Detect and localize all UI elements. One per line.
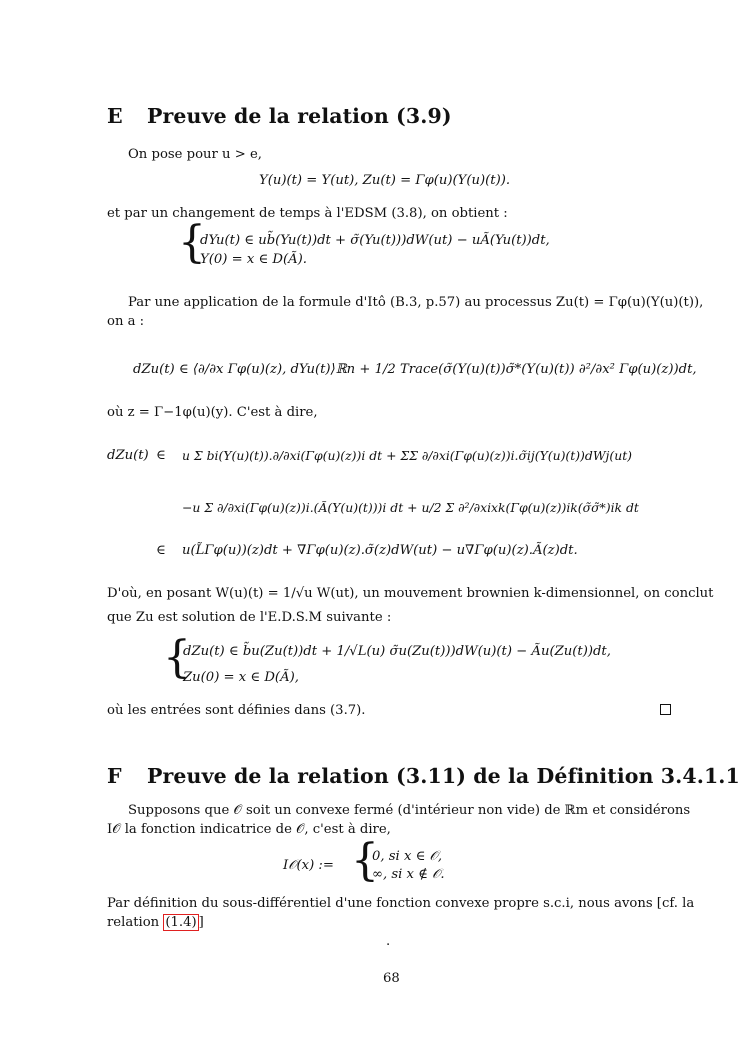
indicator-brace: { [351,835,379,886]
eq3-relation-2: ∈ [156,543,166,558]
f-para1-line-1: Supposons que 𝒪 soit un convexe fermé (d'intérieur non vide) de ℝm et considérons [128,803,691,818]
eq3-line-1: u Σ bi(Y(u)(t)).∂/∂xi(Γφ(u)(z))i dt + ΣΣ ∂/∂xi(Γφ(u)(z))i.σ̃ij(Y(u)(t))dWj(ut) [182,448,633,463]
dou-line-2: que Zu est solution de l'E.D.S.M suivante : [107,610,392,625]
equation-2-text: dZu(t) ∈ ⟨∂/∂x Γφ(u)(z), dYu(t)⟩ℝn + 1/2 Trace(σ̃(Y(u)(t))σ̃*(Y(u)(t)) ∂²/∂x² Γφ(u)(z))dt, [133,362,697,377]
qed-box-icon [660,704,671,715]
system-2-line-1: dZu(t) ∈ b̃u(Zu(t))dt + 1/√L(u) σ̃u(Zu(t)))dW(u)(t) − Ãu(Zu(t))dt, [183,644,611,659]
section-f-heading [107,764,740,788]
after-eq1-text: et par un changement de temps à l'EDSM (3.8), on obtient : [107,206,508,221]
page-number: 68 [383,971,400,986]
section-f-letter: F [107,764,122,788]
eq3-line-3: u(L̃Γφ(u))(z)dt + ∇Γφ(u)(z).σ̃(z)dW(ut) − u∇Γφ(u)(z).Ã(z)dt. [182,543,578,558]
equation-1-text: Y(u)(t) = Y(ut), Zu(t) = Γφ(u)(Y(u)(t)). [259,173,511,188]
indicator-case-2: ∞, si x ∉ 𝒪. [372,867,445,882]
eq3-relation: ∈ [156,448,166,463]
left-brace-2: { [163,632,191,683]
f-para2-line-2 [107,914,204,931]
stray-dot: . [386,934,391,949]
ito-paragraph-line-2: on a : [107,314,145,329]
f-para1-line-2: I𝒪 la fonction indicatrice de 𝒪, c'est à dire, [107,822,391,837]
section-f-title: Preuve de la relation (3.11) de la Définition 3.4.1.1 [147,764,740,788]
indicator-lhs: I𝒪(x) := [283,858,334,873]
eq3-line-2: −u Σ ∂/∂xi(Γφ(u)(z))i.(Ã(Y(u)(t)))i dt + u/2 Σ ∂²/∂xixk(Γφ(u)(z))ik(σ̃σ̃*)ik dt [182,500,639,515]
equation-ref-link[interactable]: (1.4) [165,915,197,930]
system-1-line-2: Y(0) = x ∈ D(Ã). [200,252,307,267]
section-e-letter: E [107,104,123,128]
dou-line-1: D'où, en posant W(u)(t) = 1/√u W(ut), un mouvement brownien k-dimensionnel, on conclut [107,586,714,601]
f-para2-relation-word: relation [107,915,160,930]
equation-2 [133,362,697,377]
system-1-line-1: dYu(t) ∈ ub̃(Yu(t))dt + σ̃(Yu(t)))dW(ut) − uÃ(Yu(t))dt, [200,233,550,248]
section-e-heading [107,104,452,128]
indicator-case-1: 0, si x ∈ 𝒪, [372,849,443,864]
left-brace: { [178,217,206,268]
system-2-line-2: Zu(0) = x ∈ D(Ã), [183,670,299,685]
eq3-lhs: dZu(t) [107,448,149,463]
f-para2-close: ] [198,915,204,930]
section-e-title: Preuve de la relation (3.9) [147,104,452,128]
equation-1 [259,173,510,188]
ito-paragraph-line-1: Par une application de la formule d'Itô (B.3, p.57) au processus Zu(t) = Γφ(u)(Y(u)(t)), [128,295,704,310]
f-para2-line-1: Par définition du sous-différentiel d'une fonction convexe propre s.c.i, nous avons [cf. la [107,896,695,911]
final-sentence: où les entrées sont définies dans (3.7). [107,703,366,718]
ou-z-text: où z = Γ−1φ(u)(y). C'est à dire, [107,405,318,420]
intro-text: On pose pour u > e, [128,147,262,162]
